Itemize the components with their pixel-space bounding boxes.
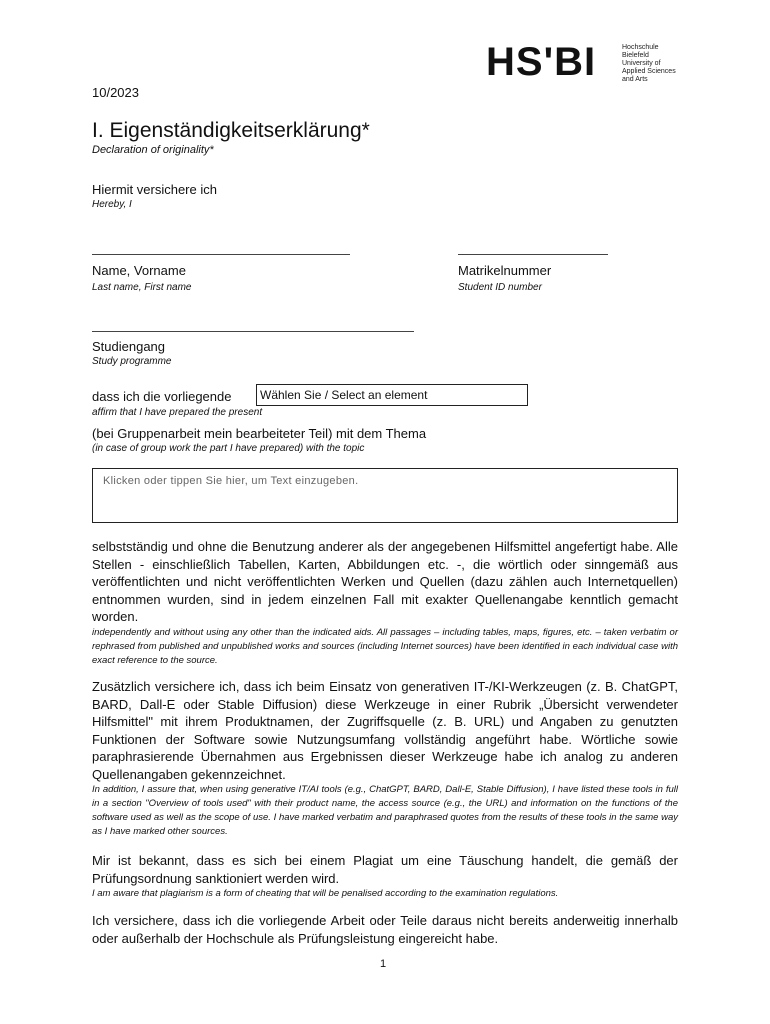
logo-line: University of <box>622 60 661 67</box>
logo-line: Bielefeld <box>622 52 649 59</box>
paragraph-independence-en: independently and without using any other than the indicated aids. All passages – including tables, maps, figures, etc. – taken verbatim or rephrased from published and unpublished works and sources (including Internet sources) have been identified in each individual case with exact reference to the source. <box>92 626 678 666</box>
work-type-select[interactable]: Wählen Sie / Select an element <box>256 384 528 406</box>
affirm-text: dass ich die vorliegende <box>92 389 232 404</box>
hsbi-logo: HS'BI <box>486 40 597 84</box>
paragraph-independence <box>92 538 678 668</box>
intro-text: Hiermit versichere ich <box>92 182 217 197</box>
page-number: 1 <box>380 958 387 970</box>
study-programme-label-en: Study programme <box>92 356 172 367</box>
topic-text-field[interactable] <box>92 468 678 523</box>
document-date: 10/2023 <box>92 85 139 100</box>
name-label-en: Last name, First name <box>92 282 192 293</box>
page-title: I. Eigenständigkeitserklärung* <box>92 119 370 142</box>
logo-line: Hochschule <box>622 44 659 51</box>
paragraph-plagiarism <box>92 852 678 901</box>
topic-placeholder: Klicken oder tippen Sie hier, um Text einzugeben. <box>103 475 359 487</box>
paragraph-plagiarism-en: I am aware that plagiarism is a form of cheating that will be penalised according to the examination regulations. <box>92 888 559 899</box>
paragraph-ai-tools-de: Zusätzlich versichere ich, dass ich beim Einsatz von generativen IT-/KI-Werkzeugen (z. B. ChatGPT, BARD, Dall-E oder Stable Diffusion) diese Werkzeuge in einer Rubrik „Übersicht verwendeter Hilfsmittel" mit ihrem Produktnamen, der Zugriffsquelle (z. B. URL) und Angaben zu genutzten Funktionen der Software sowie Nutzungsumfang vollständig angeführt habe. Wörtliche sowie paraphrasierende Übernahmen aus Ergebnissen dieser Werkzeuge habe ich analog zu anderen Quellenangaben gekennzeichnet. <box>92 679 678 782</box>
affirm-text-en: affirm that I have prepared the present <box>92 407 263 418</box>
paragraph-submission-de: Ich versichere, dass ich die vorliegende Arbeit oder Teile daraus nicht bereits anderweitig innerhalb oder außerhalb der Hochschule als Prüfungsleistung eingereicht habe. <box>92 913 678 946</box>
paragraph-plagiarism-de: Mir ist bekannt, dass es sich bei einem Plagiat um eine Täuschung handelt, die gemäß der Prüfungsordnung sanktioniert werden wird. <box>92 853 678 886</box>
group-work-text: (bei Gruppenarbeit mein bearbeiteter Teil) mit dem Thema <box>92 426 427 441</box>
paragraph-ai-tools-en: In addition, I assure that, when using generative IT/AI tools (e.g., ChatGPT, BARD, Dall-E, Stable Diffusion), I have listed these tools in full in a section "Overview of tools used" with their product name, the access source (e.g., the URL) and information on the functions of the software used as well as the scope of use. I have marked verbatim and paraphrased quotes from the results of these tools in the same way as I have marked other sources. <box>92 784 678 837</box>
logo-line: Applied Sciences <box>622 68 676 75</box>
logo-line: and Arts <box>622 76 648 83</box>
paragraph-ai-tools <box>92 678 678 839</box>
student-id-label-en: Student ID number <box>458 282 542 293</box>
student-id-line[interactable] <box>458 254 608 255</box>
group-work-text-en: (in case of group work the part I have prepared) with the topic <box>92 443 365 454</box>
name-signature-line[interactable] <box>92 254 350 255</box>
page-subtitle: Declaration of originality* <box>92 144 214 156</box>
paragraph-submission <box>92 912 678 947</box>
logo-subtitle <box>622 44 676 84</box>
study-programme-line[interactable] <box>92 331 414 332</box>
name-label: Name, Vorname <box>92 263 186 278</box>
study-programme-label: Studiengang <box>92 339 166 354</box>
student-id-label: Matrikelnummer <box>458 263 552 278</box>
intro-text-en: Hereby, I <box>92 199 132 210</box>
paragraph-independence-de: selbstständig und ohne die Benutzung anderer als der angegebenen Hilfsmittel angefertigt habe. Alle Stellen - einschließlich Tabellen, Karten, Abbildungen etc. -, die wörtlich oder sinngemäß aus veröffentlichten und nicht veröffentlichten Werken und Quellen (dazu zählen auch Internetquellen) entnommen wurden, sind in jedem einzelnen Fall mit exakter Quellenangabe kenntlich gemacht worden. <box>92 539 678 624</box>
